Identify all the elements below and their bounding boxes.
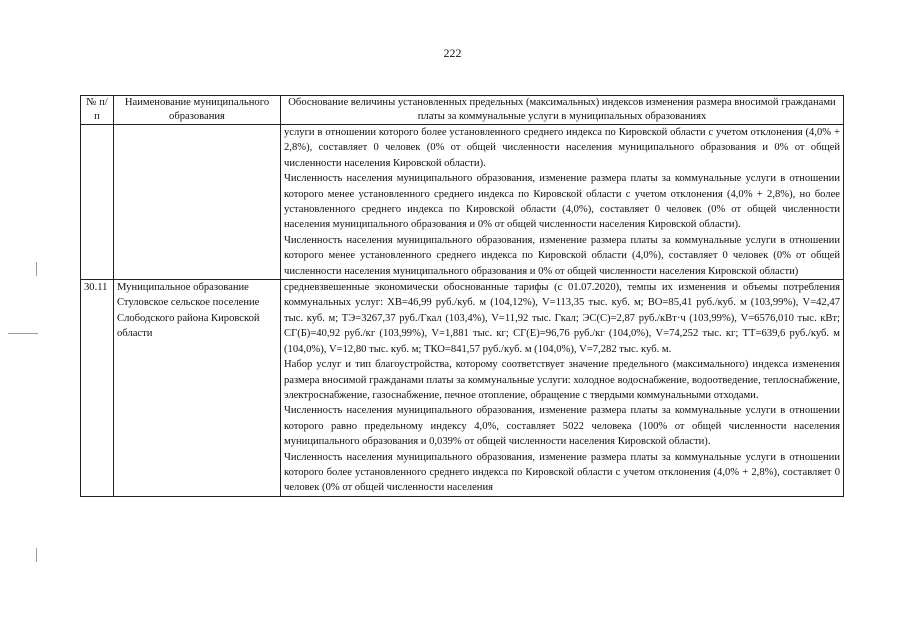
header-municipality-name: Наименование муниципального образования (114, 96, 281, 125)
row-number (81, 125, 114, 280)
paragraph: услуги в отношении которого более установленного среднего индекса по Кировской области с учетом отклонения (4,0% + 2,8%), составляет 0 человек (0% от общей численности населения муниципального образования и 0% от общей численности населения Кировской области). (284, 127, 840, 169)
header-justification: Обоснование величины установленных предельных (максимальных) индексов изменения размера вносимой гражданами платы за коммунальные услуги в муниципальных образованиях (281, 96, 844, 125)
paragraph: Численность населения муниципального образования, изменение размера платы за коммунальные услуги в отношении которого менее установленного среднего индекса по Кировской области (4,0%), составляет 0 человек (0% от общей численности населения муниципального образования и 0% от общей численности населения Кировской области) (284, 234, 840, 277)
row-municipality-name (114, 125, 281, 280)
scan-mark (36, 548, 37, 562)
row-number: 30.11 (81, 280, 114, 497)
scan-mark (36, 262, 37, 276)
row-justification (281, 280, 844, 497)
paragraph: Численность населения муниципального образования, изменение размера платы за коммунальные услуги в отношении которого более установленного среднего индекса по Кировской области с учетом отклонения (4,0% + 2,8%), составляет 0 человек (0% от общей численности населения (284, 451, 840, 494)
paragraph: Набор услуг и тип благоустройства, которому соответствует значение предельного (максимального) индекса изменения размера вносимой гражданами платы за коммунальные услуги: холодное водоснабжение, водоотведение, теплоснабжение, электроснабжение, газоснабжение, печное отопление, обращение с твердыми коммунальными отходами. (284, 359, 840, 401)
row-justification (281, 125, 844, 280)
page-number: 222 (443, 46, 462, 60)
table-header-row (81, 96, 844, 125)
tariff-index-table (80, 95, 844, 497)
scan-mark (8, 333, 38, 334)
paragraph: Численность населения муниципального образования, изменение размера платы за коммунальные услуги в отношении которого равно предельному индексу 4,0%, составляет 5022 человека (100% от общей численности населения муниципального образования и 0,039% от общей численности населения Кировской области). (284, 405, 840, 448)
header-number: № п/п (81, 96, 114, 125)
table-row-30-11 (81, 280, 844, 497)
paragraph: средневзвешенные экономически обоснованные тарифы (с 01.07.2020), темпы их изменения и объемы потребления коммунальных услуг: ХВ=46,99 руб./куб. м (104,12%), V=113,35 тыс. куб. м; ВО=85,41 руб./куб. м (103,99%), V=42,47 тыс. куб. м; ТЭ=3267,37 руб./Гкал (103,4%), V=11,92 тыс. Гкал; ЭС(С)=2,87 руб./кВт·ч (103,99%), V=6576,010 тыс. кВт; СГ(Б)=40,92 руб./кг (103,99%), V=1,881 тыс. кг; СГ(Е)=96,76 руб./кг (104,0%), V=74,252 тыс. кг; ТТ=639,6 руб./куб. м (104,0%), V=12,80 тыс. куб. м; ТКО=841,57 руб./куб. м (104,0%), V=7,282 тыс. куб. м. (284, 282, 840, 355)
table-row-continuation (81, 125, 844, 280)
row-municipality-name: Муниципальное образование Стуловское сельское поселение Слободского района Кировской области (114, 280, 281, 497)
paragraph: Численность населения муниципального образования, изменение размера платы за коммунальные услуги в отношении которого менее установленного среднего индекса по Кировской области с учетом отклонения (4,0% + 2,8%), но более установленного среднего индекса по Кировской области (4,0%), составляет 0 человек (0% от общей численности населения муниципального образования и 0% от общей численности населения Кировской области). (284, 173, 840, 231)
